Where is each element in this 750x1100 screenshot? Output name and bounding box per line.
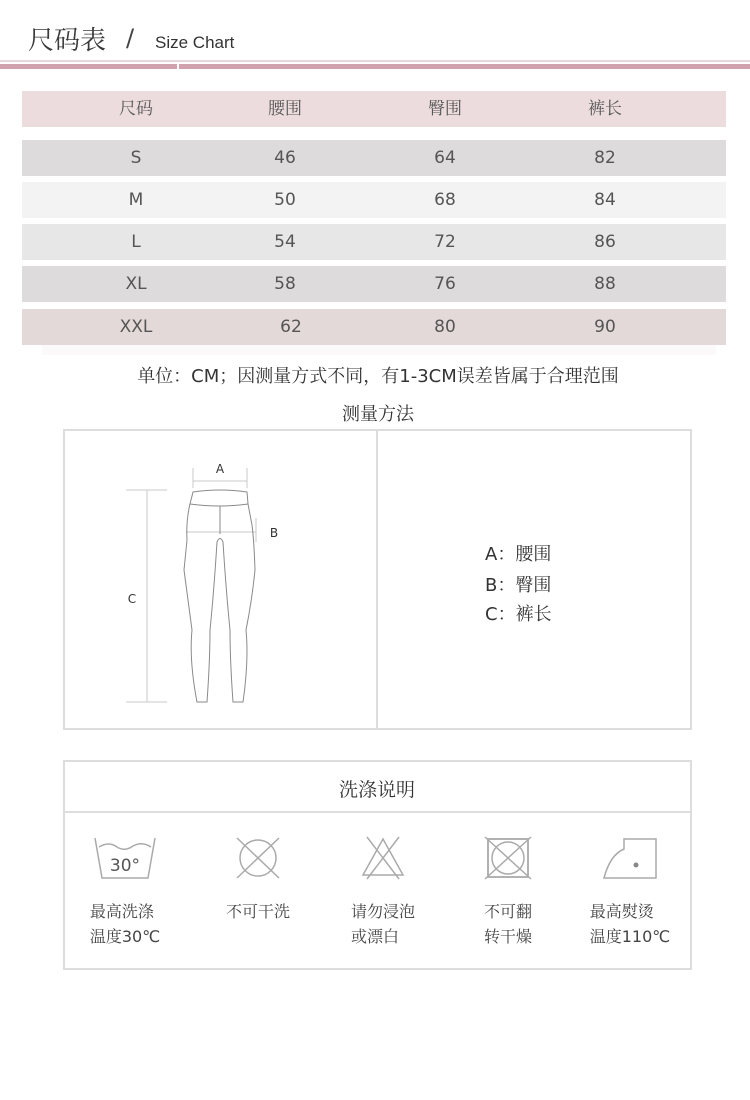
- hip-cell: 80: [434, 317, 456, 337]
- waist-cell: 58: [274, 274, 296, 294]
- column-header: 尺码: [119, 99, 153, 119]
- care-label-line2: 转干燥: [483, 927, 532, 946]
- length-cell: 84: [594, 190, 616, 210]
- hip-cell: 72: [434, 232, 456, 252]
- care-label-line2: 温度30℃: [89, 927, 161, 946]
- table-row: [22, 140, 726, 176]
- wash-30-icon: [92, 835, 158, 881]
- table-row: [22, 182, 726, 218]
- size-cell: S: [130, 148, 142, 168]
- legend-waist: A：腰围: [485, 544, 552, 565]
- title-separator: /: [126, 24, 135, 52]
- waist-cell: 62: [280, 317, 302, 337]
- table-row: [22, 266, 726, 302]
- wash-temp: 30°: [109, 856, 141, 876]
- no-tumble-dry-icon: [482, 835, 534, 881]
- hip-cell: 68: [434, 190, 456, 210]
- size-cell: M: [128, 190, 144, 210]
- no-dry-clean-icon: [232, 835, 284, 881]
- table-row: [22, 309, 726, 345]
- label-c: C: [127, 592, 137, 606]
- table-shadow: [42, 345, 716, 355]
- leggings-diagram: [60, 430, 380, 730]
- care-label-line1: 不可干洗: [225, 902, 290, 921]
- care-item-no-dry-clean: [198, 835, 318, 924]
- size-cell: XL: [125, 274, 147, 294]
- hip-cell: 64: [434, 148, 456, 168]
- wash-divider: [64, 811, 691, 813]
- unit-note: 单位：CM；因测量方式不同，有1-3CM误差皆属于合理范围: [137, 366, 619, 387]
- care-label-line2: 或漂白: [350, 927, 399, 946]
- length-cell: 86: [594, 232, 616, 252]
- care-label-line1: 最高熨烫: [589, 902, 654, 921]
- care-label-line1: 不可翻: [483, 902, 532, 921]
- waist-cell: 54: [274, 232, 296, 252]
- size-cell: XXL: [119, 317, 153, 337]
- waist-cell: 50: [274, 190, 296, 210]
- divider-thin: [0, 60, 750, 62]
- length-cell: 90: [594, 317, 616, 337]
- care-label-line1: 最高洗涤: [89, 902, 154, 921]
- column-header: 腰围: [268, 99, 302, 119]
- divider-gap: [177, 63, 179, 70]
- iron-110-icon: [600, 835, 660, 881]
- care-item-no-bleach: [323, 835, 443, 949]
- legend-length: C：裤长: [485, 604, 552, 625]
- care-item-iron: [570, 835, 690, 949]
- column-header: 裤长: [588, 99, 622, 119]
- title-zh: 尺码表: [28, 26, 107, 56]
- divider-thick: [0, 64, 750, 69]
- label-a: A: [215, 462, 225, 476]
- care-item-wash: [65, 835, 185, 949]
- label-b: B: [269, 526, 279, 540]
- table-row: [22, 224, 726, 260]
- hip-cell: 76: [434, 274, 456, 294]
- care-label-line2: 温度110℃: [589, 927, 671, 946]
- size-cell: L: [131, 232, 141, 252]
- title-en: Size Chart: [155, 33, 235, 52]
- care-item-no-tumble-dry: [448, 835, 568, 949]
- care-label-line1: 请勿浸泡: [350, 902, 415, 921]
- column-header: 臀围: [428, 99, 462, 119]
- legend-hip: B：臀围: [485, 575, 552, 596]
- table-header: [22, 91, 726, 127]
- measure-title: 测量方法: [342, 404, 414, 425]
- length-cell: 88: [594, 274, 616, 294]
- wash-title: 洗涤说明: [338, 779, 415, 801]
- waist-cell: 46: [274, 148, 296, 168]
- length-cell: 82: [594, 148, 616, 168]
- no-bleach-icon: [357, 835, 409, 881]
